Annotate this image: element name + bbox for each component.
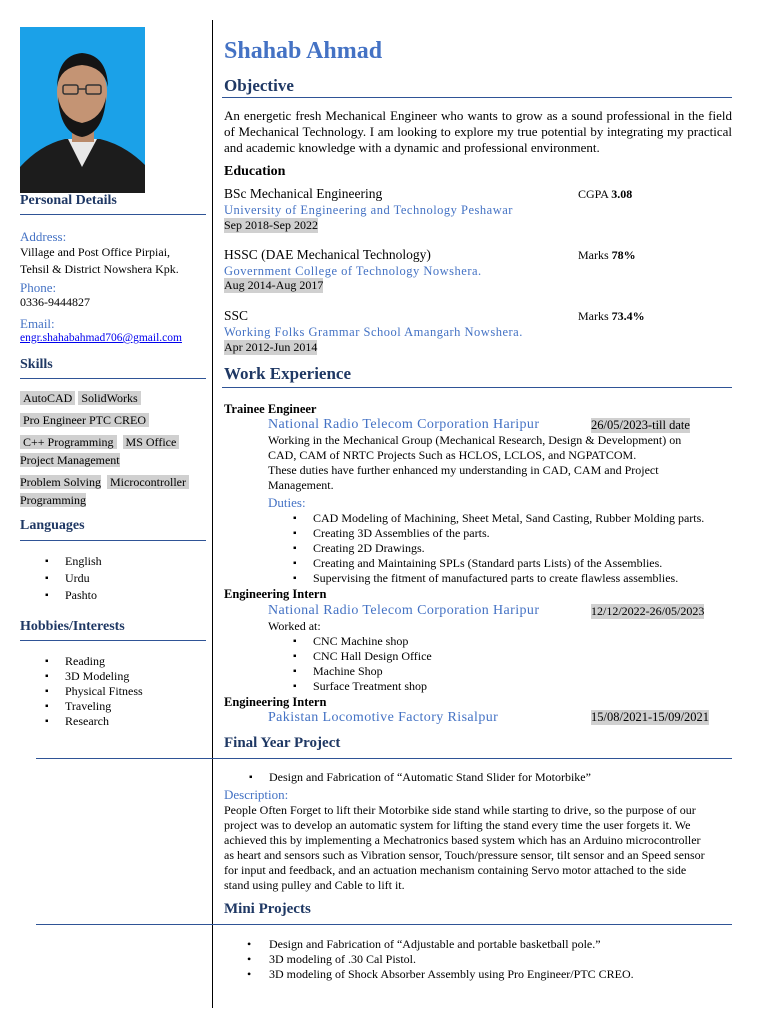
- edu-school: Working Folks Grammar School Amangarh Nowshera.: [224, 325, 523, 339]
- language-item: ▪ English: [65, 553, 102, 570]
- languages-rule: [20, 540, 206, 541]
- duties-list: [313, 511, 704, 586]
- language-item: ▪ Urdu: [65, 570, 102, 587]
- hobbies-list: [65, 654, 143, 729]
- email-label: Email:: [20, 316, 55, 331]
- mini-heading: Mini Projects: [224, 901, 311, 917]
- skill-tag: SolidWorks: [78, 391, 140, 405]
- job-role: Engineering Intern: [224, 587, 327, 601]
- skill-tag: Programming: [20, 493, 86, 507]
- job-role: Engineering Intern: [224, 695, 327, 709]
- languages-heading: Languages: [20, 518, 85, 533]
- language-item: ▪ Pashto: [65, 587, 102, 604]
- hobby-item: ▪ Reading: [65, 654, 143, 669]
- skills-heading: Skills: [20, 357, 53, 372]
- fyp-heading: Final Year Project: [224, 735, 341, 751]
- hobby-item: ▪ Research: [65, 714, 143, 729]
- place-item: ▪ CNC Machine shop: [313, 634, 432, 649]
- personal-details-rule: [20, 214, 206, 215]
- edu-dates: Apr 2012-Jun 2014: [224, 340, 318, 354]
- phone-label: Phone:: [20, 280, 57, 295]
- profile-photo: [20, 27, 145, 193]
- edu-degree: SSC: [224, 308, 249, 323]
- job-org: National Radio Telecom Corporation Haripur: [268, 603, 540, 618]
- hobbies-heading: Hobbies/Interests: [20, 619, 125, 634]
- objective-rule: [222, 97, 732, 98]
- skill-tag: C++ Programming: [20, 435, 117, 449]
- skills-rule: [20, 378, 206, 379]
- email-link[interactable]: engr.shahabahmad706@gmail.com: [20, 332, 182, 344]
- personal-details-heading: Personal Details: [20, 193, 117, 208]
- fyp-desc-label: Description:: [224, 787, 289, 802]
- duty-item: ▪ Creating and Maintaining SPLs (Standard parts Lists) of the Assemblies.: [313, 556, 704, 571]
- skill-tag: PTC CREO: [89, 413, 149, 427]
- places-list: [313, 634, 432, 694]
- job-org: Pakistan Locomotive Factory Risalpur: [268, 710, 499, 725]
- edu-degree: HSSC (DAE Mechanical Technology): [224, 247, 431, 262]
- objective-heading: Objective: [224, 76, 294, 95]
- address-line-1: Village and Post Office Pirpiai,: [20, 245, 171, 259]
- hobbies-rule: [20, 640, 206, 641]
- objective-text: An energetic fresh Mechanical Engineer who wants to grow as a sound professional in the field of Mechanical Technology. I am looking to explore my true potential by integrating my practical and academic knowledge with a dynamic and professional environment.: [224, 108, 732, 155]
- education-heading: Education: [224, 164, 286, 179]
- skill-tag: Pro Engineer: [20, 413, 89, 427]
- place-item: ▪ Surface Treatment shop: [313, 679, 432, 694]
- edu-dates: Aug 2014-Aug 2017: [224, 278, 324, 292]
- skill-tag: Problem Solving: [20, 475, 102, 489]
- edu-degree: BSc Mechanical Engineering: [224, 186, 383, 201]
- edu-score: CGPA 3.08: [578, 187, 633, 201]
- mini-list: [269, 937, 634, 982]
- edu-score: Marks 73.4%: [578, 309, 645, 323]
- work-heading: Work Experience: [224, 364, 352, 383]
- candidate-name: Shahab Ahmad: [224, 38, 383, 64]
- work-rule: [222, 387, 732, 388]
- duties-label: Duties:: [268, 495, 306, 510]
- skill-tag: Microcontroller: [107, 475, 189, 489]
- skill-tag: AutoCAD: [20, 391, 75, 405]
- hobby-item: ▪ 3D Modeling: [65, 669, 143, 684]
- hobby-item: ▪ Physical Fitness: [65, 684, 143, 699]
- skill-tag: Project Management: [20, 453, 120, 467]
- mini-item: • 3D modeling of .30 Cal Pistol.: [269, 952, 634, 967]
- duty-item: ▪ Creating 3D Assemblies of the parts.: [313, 526, 704, 541]
- mini-item: • Design and Fabrication of “Adjustable and portable basketball pole.”: [269, 937, 634, 952]
- address-line-2: Tehsil & District Nowshera Kpk.: [20, 262, 179, 276]
- fyp-list: [269, 770, 591, 785]
- duty-item: ▪ Creating 2D Drawings.: [313, 541, 704, 556]
- job-dates: 15/08/2021-15/09/2021: [591, 710, 710, 724]
- duty-item: ▪ CAD Modeling of Machining, Sheet Metal, Sand Casting, Rubber Molding parts.: [313, 511, 704, 526]
- worked-at-label: Worked at:: [268, 619, 321, 633]
- place-item: ▪ Machine Shop: [313, 664, 432, 679]
- edu-dates: Sep 2018-Sep 2022: [224, 218, 318, 232]
- skill-tag: MS Office: [123, 435, 180, 449]
- edu-score: Marks 78%: [578, 248, 636, 262]
- fyp-rule: [36, 758, 732, 759]
- job-desc: Working in the Mechanical Group (Mechanical Research, Design & Development) on CAD, CAM of NRTC Projects Such as HCLOS, LCLOS, and NGPATCOM. These duties have further enhanced my understanding in CAD, CAM and Project Management.: [268, 433, 682, 492]
- fyp-item: ▪ Design and Fabrication of “Automatic Stand Slider for Motorbike”: [269, 770, 591, 785]
- job-dates: 26/05/2023-till date: [591, 418, 690, 432]
- hobby-item: ▪ Traveling: [65, 699, 143, 714]
- mini-rule: [36, 924, 732, 925]
- edu-school: University of Engineering and Technology Peshawar: [224, 203, 513, 217]
- place-item: ▪ CNC Hall Design Office: [313, 649, 432, 664]
- mini-item: • 3D modeling of Shock Absorber Assembly using Pro Engineer/PTC CREO.: [269, 967, 634, 982]
- edu-school: Government College of Technology Nowshera.: [224, 264, 482, 278]
- job-dates: 12/12/2022-26/05/2023: [591, 604, 705, 618]
- skills-list: [20, 389, 210, 509]
- column-divider: [212, 20, 213, 1008]
- phone-value: 0336-9444827: [20, 295, 90, 309]
- fyp-desc: People Often Forget to lift their Motorbike side stand while starting to drive, so the purpose of our project was to develop an automatic system for lifting the stand every time the user forgets it. We achieved this by implementing a Mechatronics based system which has an Arduino microcontroller as heart and sensors such as Vibration sensor, Touch/pressure sensor, tilt sensor and an Speed sensor for input and feedback, and an actuation mechanism containing Servo motor attached to the side stand using pulley and Cable to lift it.: [224, 803, 705, 892]
- duty-item: ▪ Supervising the fitment of manufactured parts to create flawless assemblies.: [313, 571, 704, 586]
- job-role: Trainee Engineer: [224, 402, 317, 416]
- address-label: Address:: [20, 229, 67, 244]
- job-org: National Radio Telecom Corporation Haripur: [268, 417, 540, 432]
- languages-list: [65, 553, 102, 604]
